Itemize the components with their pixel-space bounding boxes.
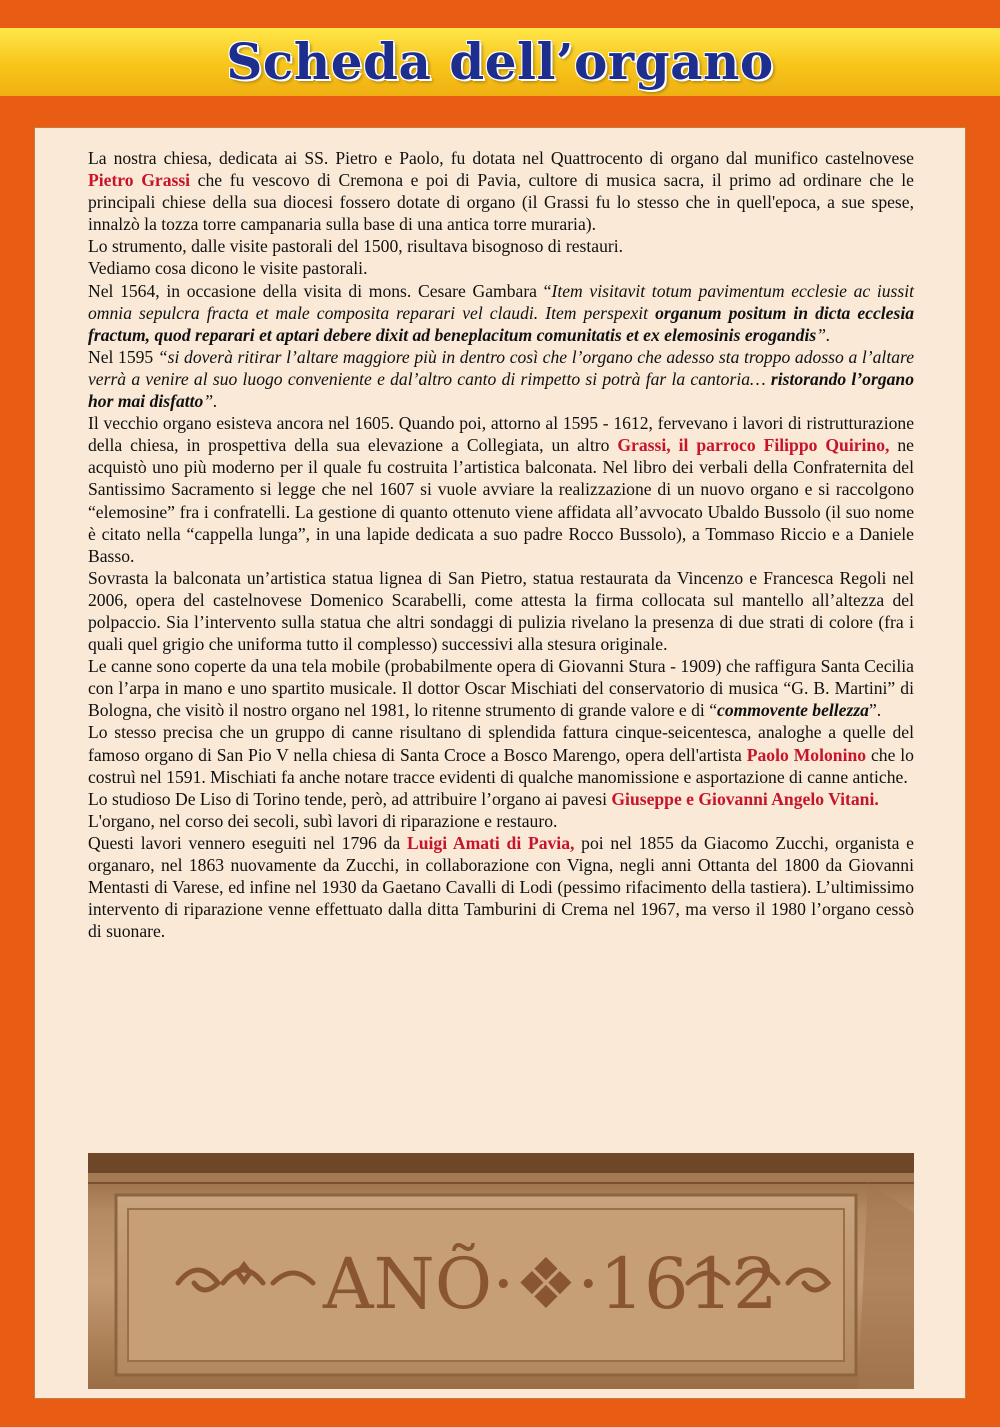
paragraph	[88, 832, 914, 942]
inscription-text: ANÕ·❖·1612	[323, 1243, 778, 1325]
highlighted-name: Pietro Grassi	[88, 170, 191, 191]
paragraph	[88, 147, 914, 235]
paragraph	[88, 788, 914, 810]
text-run: Lo stesso precisa che un gruppo di canne risultano di splendida fattura cinque-seicentesca, analoghe a quelle del famoso organo di San Pio V nella chiesa di Santa Croce a Bosco Marengo, opera dell'artista	[88, 722, 914, 765]
inscription-photo	[88, 1153, 914, 1389]
text-run: “si doverà ritirar l’altare maggiore più in dentro così che l’organo che adesso sta troppo adosso a l’altare verrà a venire al suo luogo conveniente e dal’altro canto di rimpetto si potrà far la cantoria…	[88, 346, 915, 389]
paragraph	[88, 280, 914, 346]
paragraph	[88, 346, 914, 412]
text-run: Lo strumento, dalle visite pastorali del 1500, risultava bisognoso di restauri.	[88, 236, 624, 257]
text-run: ne acquistò uno più moderno per il quale fu costruita l’artistica balconata. Nel libro dei verbali della Confraternita del Santissimo Sacramento si legge che nel 1607 si vuole avviare la realizzazione di un nuovo organo e si raccolgono “elemosine” fra i confratelli. La gestione di quanto ottenuto viene affidata all’avvocato Ubaldo Bussolo (il suo nome è citato nella “cappella lunga”, in una lapide dedicata a suo padre Rocco Bussolo), a Tommaso Riccio e a Daniele Basso.	[88, 435, 914, 566]
text-run: Il vecchio organo esisteva ancora nel 1605. Quando poi, attorno al 1595 - 1612, fervevano i lavori di ristrutturazione della chiesa, in prospettiva della sua elevazione a Collegiata, un altro	[88, 413, 914, 456]
text-run: ristorando l’organo hor mai disfatto	[88, 368, 914, 412]
page-title: Scheda dell’organo	[226, 32, 774, 91]
text-run: che lo costruì nel 1591. Mischiati fa anche notare tracce evidenti di qualche manomissione e asportazione di canne antiche.	[88, 744, 914, 787]
text-run: ”.	[868, 700, 882, 721]
article-text	[88, 147, 914, 942]
highlighted-name: Paolo Molonino	[746, 744, 867, 765]
text-run: poi nel 1855 da Giacomo Zucchi, organista e organaro, nel 1863 nuovamente da Zucchi, in collaborazione con Vigna, negli anni Ottanta del 1800 da Giovanni Mentasti di Varese, ed infine nel 1930 da Gaetano Cavalli di Lodi (pessimo rifacimento della tastiera). L’ultimissimo intervento di riparazione venne effettuato dalla ditta Tamburini di Crema nel 1967, ma verso il 1980 l’organo cessò di suonare.	[88, 832, 914, 942]
paragraph	[88, 235, 914, 257]
paragraph	[88, 655, 914, 721]
title-band	[0, 28, 1000, 96]
paragraph	[88, 810, 914, 832]
text-run: Questi lavori vennero eseguiti nel 1796 da	[88, 832, 407, 853]
paragraph	[88, 721, 914, 787]
paragraph	[88, 257, 914, 279]
text-run: che fu vescovo di Cremona e poi di Pavia, cultore di musica sacra, il primo ad ordinare che le principali chiese della sua diocesi fossero dotate di organo (il Grassi fu lo stesso che in quell'epoca, a sue spese, innalzò la tozza torre campanaria sulla base di una antica torre muraria).	[88, 170, 914, 235]
text-run: ”.	[203, 391, 218, 412]
text-run: ”.	[816, 324, 831, 345]
text-run: Nel 1564, in occasione della visita di mons. Cesare Gambara “	[88, 280, 552, 301]
text-run: La nostra chiesa, dedicata ai SS. Pietro e Paolo, fu dotata nel Quattrocento di organo dal munifico castelnovese	[88, 148, 914, 168]
text-run: Vediamo cosa dicono le visite pastorali.	[88, 258, 368, 279]
text-run: L'organo, nel corso dei secoli, subì lavori di riparazione e restauro.	[88, 810, 558, 831]
highlighted-name: Grassi, il parroco Filippo Quirino,	[617, 435, 890, 456]
paragraph	[88, 412, 914, 567]
text-run: Nel 1595	[88, 346, 158, 367]
highlighted-name: Giuseppe e Giovanni Angelo Vitani.	[611, 788, 879, 809]
text-run: commovente bellezza	[717, 700, 869, 721]
text-run: organum positum in dicta ecclesia fractum, quod reparari et aptari debere dixit ad beneplacitum comunitatis et ex elemosinis erogandis	[88, 302, 914, 345]
text-run: Lo studioso De Liso di Torino tende, però, ad attribuire l’organo ai pavesi	[88, 788, 612, 809]
text-run: Sovrasta la balconata un’artistica statua lignea di San Pietro, statua restaurata da Vincenzo e Francesca Regoli nel 2006, opera del castelnovese Domenico Scarabelli, come attesta la firma collocata sul mantello all’altezza del polpaccio. Sia l’intervento sulla statua che altri sondaggi di pulizia rivelano la presenza di due strati di colore (fra i quali quel grigio che uniforma tutto il complesso) successivi alla stesura originale.	[88, 567, 914, 655]
text-run: Item visitavit totum pavimentum ecclesie ac iussit omnia sepulcra fracta et male composita reparari vel claudi. Item perspexit	[88, 280, 915, 323]
highlighted-name: Luigi Amati di Pavia,	[406, 832, 575, 853]
paragraph	[88, 567, 914, 655]
text-run: Le canne sono coperte da una tela mobile (probabilmente opera di Giovanni Stura - 1909) che raffigura Santa Cecilia con l’arpa in mano e uno spartito musicale. Il dottor Oscar Mischiati del conservatorio di musica “G. B. Martini” di Bologna, che visitò il nostro organo nel 1981, lo ritenne strumento di grande valore e di “	[88, 656, 914, 721]
